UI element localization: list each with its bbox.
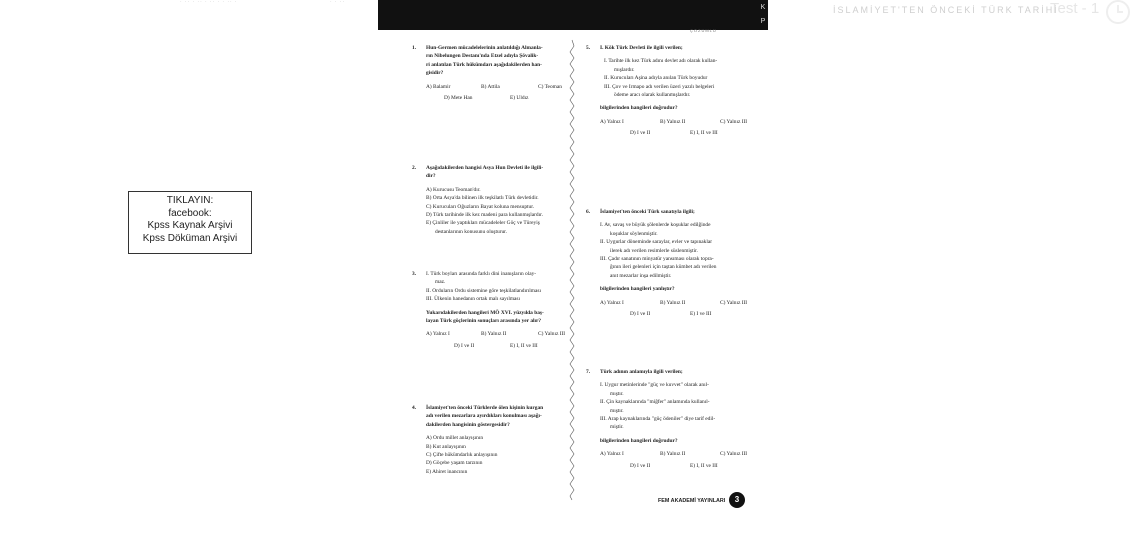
option: A) Kurucusu Teoman'dır. bbox=[426, 186, 481, 193]
statement: I. Uygur metinlerinde "güç ve kuvvet" olarak anıl- bbox=[600, 382, 709, 389]
promo-line: facebook: bbox=[168, 207, 212, 219]
choice: C) Teoman bbox=[538, 83, 562, 90]
question-number: 4. bbox=[412, 405, 417, 411]
option: destanlarının konusunu oluşturur. bbox=[435, 228, 508, 235]
question-stem: ri anlatılan Türk hükümdarı aşağıdakilerden han- bbox=[426, 61, 542, 68]
option: A) Ordu millet anlayışının bbox=[426, 435, 484, 442]
question-number: 2. bbox=[412, 165, 417, 171]
question-stem: I. Kök Türk Devleti ile ilgili verilen; bbox=[600, 45, 683, 51]
option: D) Göçebe yaşam tarzının bbox=[426, 460, 483, 467]
scan-noise: · ·· · ·· · ·· · · ·· · bbox=[180, 0, 238, 5]
statement: III. Çadır sanatının minyatür yansıması olarak topra- bbox=[600, 256, 714, 263]
statement: ödeme aracı olarak kullanmışlardır. bbox=[614, 92, 691, 99]
question-number: 5. bbox=[586, 45, 591, 51]
statement: koşuklar söylenmiştir. bbox=[610, 230, 658, 237]
question-stem: gisidir? bbox=[426, 70, 444, 77]
question-stem: rın Nibelungen Destanı'nda Etzel adıyla Şövalik- bbox=[426, 53, 539, 60]
statement: I. Tarihte ilk kez Türk adını devlet adı olarak kullan- bbox=[604, 58, 718, 65]
question-number: 3. bbox=[412, 271, 417, 277]
question-stem: İslamiyet'ten önceki Türklerde ölen kişinin kurgan bbox=[426, 405, 544, 411]
statement: I. Türk boyları arasında farklı dini inanışların olay- bbox=[426, 271, 537, 277]
question-stem: Yukarıdakilerden hangileri MÖ XVI. yüzyılda baş- bbox=[426, 309, 544, 316]
question-number: 7. bbox=[586, 369, 591, 375]
choice: C) Yalnız III bbox=[720, 299, 748, 306]
option: B) Orta Asya'da bilinen ilk teşkilatlı Türk devletidir. bbox=[426, 195, 539, 202]
choice: B) Yalnız II bbox=[481, 331, 507, 338]
question-stem: Hun-Germen mücadelelerinin anlatıldığı Almanla- bbox=[426, 45, 543, 51]
statement: II. Çin kaynaklarında "miğfer" anlamında kullanıl- bbox=[600, 399, 710, 406]
question-prompt: bilgilerinden hangileri doğrudur? bbox=[600, 105, 678, 112]
statement: ğının ileri gelenleri için taştan kümbet adı verilen bbox=[610, 264, 717, 271]
question-prompt: bilgilerinden hangileri yanlıştır? bbox=[600, 286, 675, 293]
question-stem: Aşağıdakilerden hangisi Asya Hun Devleti ile ilgili- bbox=[426, 165, 544, 171]
choice: E) I, II ve III bbox=[510, 342, 538, 349]
column-divider bbox=[569, 40, 575, 500]
choice: D) I ve II bbox=[630, 311, 651, 318]
statement: maz. bbox=[435, 279, 446, 286]
statement: mışlardır. bbox=[614, 66, 635, 73]
statement: mıştır. bbox=[610, 390, 624, 397]
header-subtitle: ÇÖZÜMLÜ bbox=[690, 28, 717, 33]
promo-line: Kpss Kaynak Arşivi bbox=[147, 220, 233, 231]
question-stem: dakilerden hangisinin göstergesidir? bbox=[426, 421, 510, 428]
option: C) Kurucuları Oğuzların Bayat koluna mensuptur. bbox=[426, 203, 535, 210]
publisher-name: FEM AKADEMİ YAYINLARI bbox=[658, 498, 726, 504]
question-number: 6. bbox=[586, 209, 591, 215]
test-label: Test - 1 bbox=[1050, 0, 1100, 17]
question-number: 1. bbox=[412, 45, 417, 51]
choice: A) Yalnız I bbox=[600, 118, 624, 125]
choice: B) Attila bbox=[481, 83, 500, 90]
choice: B) Yalnız II bbox=[660, 299, 686, 306]
statement: I. Av, savaş ve büyük şölenlerde koşuklar edilğinde bbox=[600, 222, 711, 229]
choice: A) Balamir bbox=[426, 83, 451, 90]
choice: A) Yalnız I bbox=[600, 451, 624, 458]
choice: C) Yalnız III bbox=[720, 451, 748, 458]
question-stem: layan Türk göçlerinin sonuçları arasında yer alır? bbox=[426, 318, 542, 325]
choice: A) Yalnız I bbox=[426, 331, 450, 338]
option: E) Çinliler ile yaptıkları mücadeleler Göç ve Türeyiş bbox=[426, 220, 540, 227]
choice: E) I, II ve III bbox=[690, 462, 718, 469]
header-title: İSLAMİYET'TEN ÖNCEKİ TÜRK TARİHİ bbox=[833, 5, 1059, 15]
question-stem: dir? bbox=[426, 173, 436, 180]
statement: II. Orduların Ordu sistemine göre teşkilatlandırılması bbox=[426, 287, 541, 294]
option: C) Çifte hükümdarlık anlayışının bbox=[426, 452, 498, 459]
statement: anıt mezarlar inşa edilmiştir. bbox=[610, 272, 672, 279]
choice: C) Yalnız III bbox=[720, 118, 748, 125]
choice: D) I ve II bbox=[630, 462, 651, 469]
choice: D) I ve II bbox=[630, 130, 651, 137]
choice: E) I ve III bbox=[690, 311, 712, 318]
question-prompt: bilgilerinden hangileri doğrudur? bbox=[600, 437, 678, 444]
scan-noise: · · ·· bbox=[330, 0, 346, 5]
statement: III. Çov ve Irmapo adı verilen üzeri yazılı belgeleri bbox=[604, 83, 715, 90]
question-stem: Türk adının anlamıyla ilgili verilen; bbox=[600, 369, 683, 375]
promo-line: Kpss Döküman Arşivi bbox=[142, 232, 238, 244]
option: B) Kut anlayışının bbox=[426, 443, 466, 450]
statement: II. Kurucuları Aşina adıyla anılan Türk boyudur bbox=[604, 75, 708, 82]
page-number: 3 bbox=[729, 492, 745, 508]
promo-box[interactable] bbox=[128, 191, 252, 254]
statement: III. Arap kaynaklarında "güç ödeniler" diye tarif edil- bbox=[600, 416, 716, 423]
choice: E) Uldız bbox=[510, 95, 529, 102]
statement: miştir. bbox=[610, 424, 624, 431]
statement: mıştır. bbox=[610, 407, 624, 414]
choice: D) I ve II bbox=[454, 342, 475, 349]
choice: E) I, II ve III bbox=[690, 130, 718, 137]
question-stem: İslamiyet'ten önceki Türk sanatıyla ilgili; bbox=[600, 209, 695, 215]
choice: C) Yalnız III bbox=[538, 331, 566, 338]
clock-icon bbox=[1106, 0, 1130, 24]
side-letter-p: P bbox=[760, 18, 766, 25]
choice: A) Yalnız I bbox=[600, 299, 624, 306]
choice: B) Yalnız II bbox=[660, 118, 686, 125]
choice: B) Yalnız II bbox=[660, 451, 686, 458]
header-bar bbox=[378, 0, 1100, 30]
choice: D) Mete Han bbox=[444, 95, 473, 102]
option: E) Ahiret inancının bbox=[426, 468, 468, 475]
statement: ilerek adı verilen resimlerle süslenmiştir. bbox=[610, 247, 698, 254]
side-letter-k: K bbox=[760, 4, 766, 11]
statement: II. Uygurlar döneminde saraylar, evler ve tapınaklar bbox=[600, 239, 713, 246]
question-stem: adı verilen mezarlara ayırdıkları konulması aşağı- bbox=[426, 413, 542, 420]
promo-line: TIKLAYIN: bbox=[166, 195, 214, 206]
option: D) Türk tarihinde ilk kez madeni para kullanmışlardır. bbox=[426, 212, 543, 219]
statement: III. Ülkenin hanedanın ortak malı sayılması bbox=[426, 296, 521, 303]
header-side-letters bbox=[759, 4, 767, 26]
